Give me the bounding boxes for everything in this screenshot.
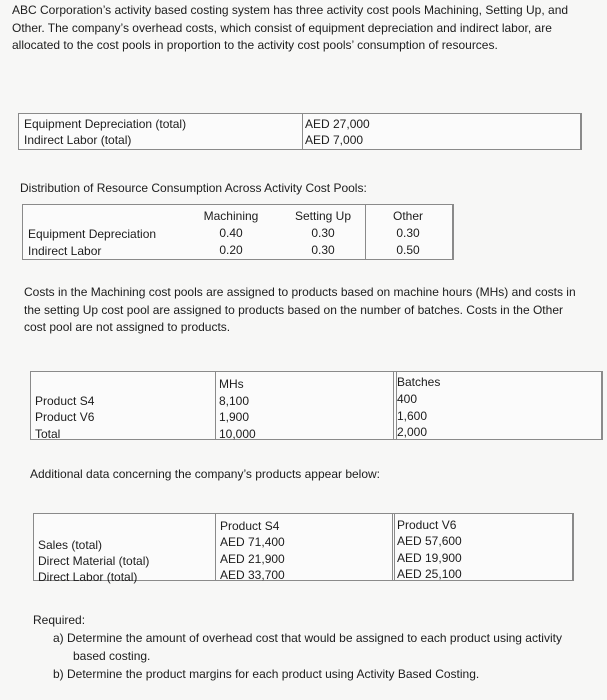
cell-value: 0.20 xyxy=(219,243,243,257)
required-item-b: b) Determine the product margins for each product using Activity Based Costing. xyxy=(53,667,480,681)
cell-value: 400 xyxy=(397,392,418,406)
distribution-heading: Distribution of Resource Consumption Across Activity Cost Pools: xyxy=(20,181,367,195)
distribution-table xyxy=(22,204,453,260)
column-header: Product S4 xyxy=(220,519,280,533)
column-header: Setting Up xyxy=(294,209,352,223)
required-item-a: a) Determine the amount of overhead cost that would be assigned to each product using activity based costing. xyxy=(53,631,562,663)
column-header: Machining xyxy=(203,209,259,223)
column-header: Other xyxy=(392,209,423,223)
cell-value: AED 71,400 xyxy=(220,535,285,549)
cell-value: 0.30 xyxy=(396,226,420,240)
overhead-table xyxy=(18,113,581,150)
row-label: Total xyxy=(35,427,61,441)
overhead-value: AED 7,000 xyxy=(305,133,364,147)
activity-table xyxy=(30,371,602,440)
cell-value: AED 19,900 xyxy=(397,551,462,565)
row-label: Direct Labor (total) xyxy=(38,570,138,584)
row-label: Indirect Labor xyxy=(28,244,102,258)
cell-value: 0.30 xyxy=(311,226,335,240)
overhead-value: AED 27,000 xyxy=(305,117,370,131)
cell-value: 2,000 xyxy=(397,425,428,439)
overhead-label: Equipment Depreciation (total) xyxy=(24,117,187,131)
cell-value: 10,000 xyxy=(219,427,256,441)
intro-paragraph: ABC Corporation’s activity based costing system has three activity cost pools Machining, Setting Up, and Other. The company’s overhead costs, which consist of equipment depreciation and indirect labor, are allocated to the cost pools in proportion to the activity cost pools’ consumption of resources. xyxy=(12,3,569,52)
row-label: Direct Material (total) xyxy=(38,554,150,568)
costs-paragraph: Costs in the Machining cost pools are assigned to products based on machine hours (MHs) and costs in the setting Up cost pool are assigned to products based on the number of batches. Costs in the Other cost pool are not assigned to products. xyxy=(24,285,576,334)
column-header: Product V6 xyxy=(397,518,457,532)
cell-value: 8,100 xyxy=(219,394,250,408)
cell-value: AED 33,700 xyxy=(220,568,285,582)
row-label: Product V6 xyxy=(35,410,95,424)
row-label: Product S4 xyxy=(35,394,95,408)
cell-value: AED 57,600 xyxy=(397,534,462,548)
cell-value: 1,900 xyxy=(219,410,250,424)
cell-value: 0.30 xyxy=(311,243,335,257)
required-title: Required: xyxy=(33,613,86,627)
product-table xyxy=(33,513,573,584)
additional-heading: Additional data concerning the company’s products appear below: xyxy=(30,467,381,481)
cell-value: AED 25,100 xyxy=(397,567,462,581)
cell-value: 1,600 xyxy=(397,409,428,423)
column-header: Batches xyxy=(397,375,441,389)
row-label: Equipment Depreciation xyxy=(28,227,157,241)
cell-value: AED 21,900 xyxy=(220,552,285,566)
cell-value: 0.40 xyxy=(219,226,243,240)
cell-value: 0.50 xyxy=(396,243,420,257)
column-header: MHs xyxy=(219,377,244,391)
row-label: Sales (total) xyxy=(38,538,103,552)
overhead-label: Indirect Labor (total) xyxy=(24,133,132,147)
